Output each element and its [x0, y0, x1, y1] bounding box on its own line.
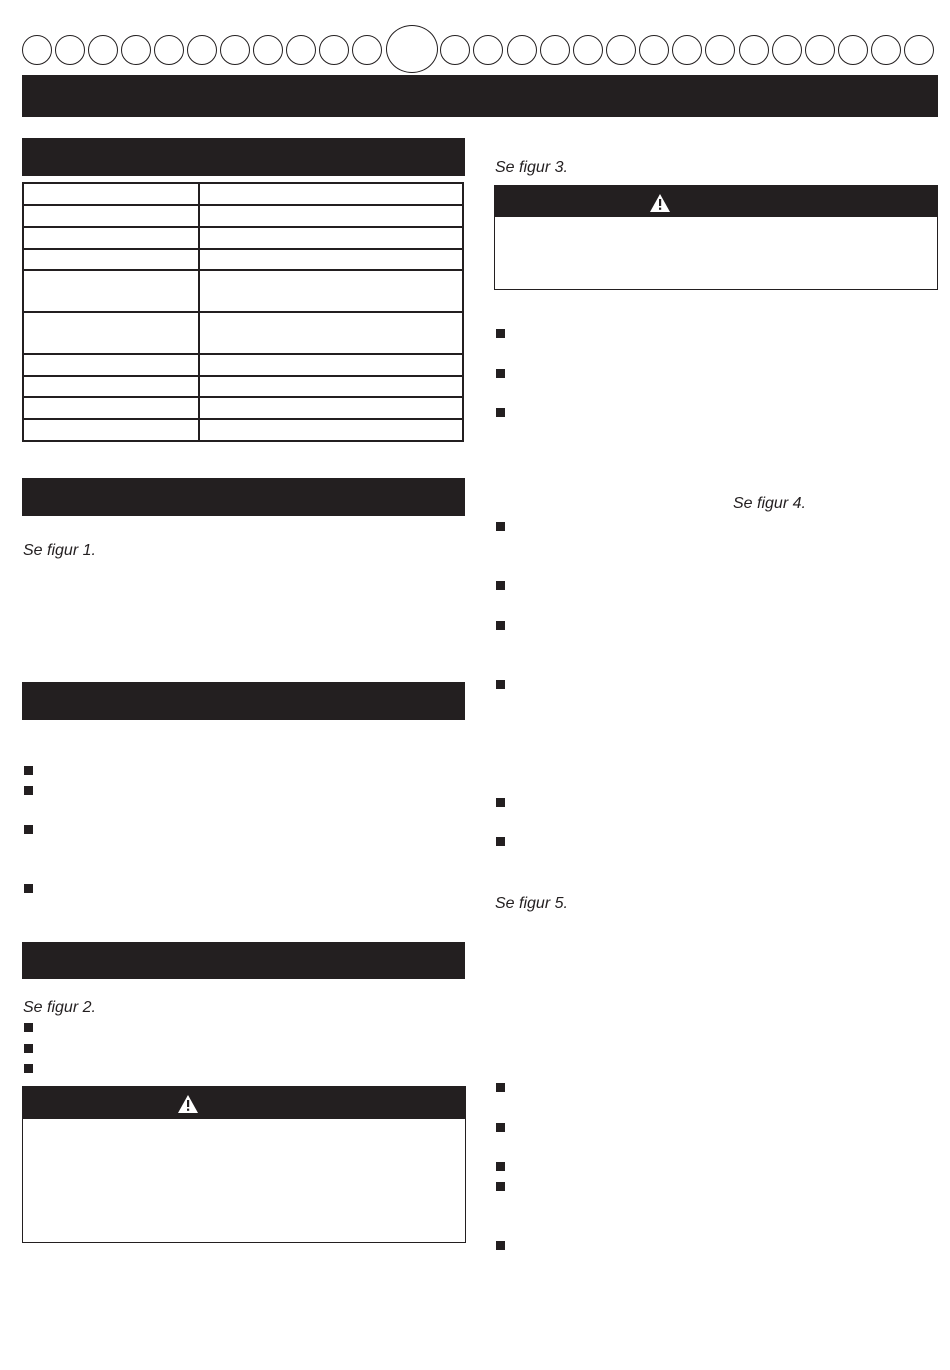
square-bullet-icon [496, 837, 505, 846]
square-bullet-icon [24, 1023, 33, 1032]
square-bullet-icon [496, 1162, 505, 1171]
figure-reference: Se figur 1. [23, 542, 96, 559]
table-cell [199, 354, 463, 376]
table-cell [23, 376, 199, 397]
language-circle [606, 35, 636, 65]
language-circle [672, 35, 702, 65]
square-bullet-icon [496, 408, 505, 417]
square-bullet-icon [496, 1241, 505, 1250]
square-bullet-icon [496, 680, 505, 689]
table-row [23, 354, 463, 376]
table-row [23, 419, 463, 441]
figure-reference: Se figur 4. [733, 495, 806, 512]
figure-reference: Se figur 5. [495, 895, 568, 912]
table-row [23, 397, 463, 419]
language-circle [871, 35, 901, 65]
square-bullet-icon [24, 825, 33, 834]
square-bullet-icon [24, 766, 33, 775]
table-cell [23, 312, 199, 354]
square-bullet-icon [496, 522, 505, 531]
table-cell [199, 312, 463, 354]
table-cell [199, 227, 463, 249]
table-row [23, 312, 463, 354]
table-cell [199, 397, 463, 419]
table-cell [23, 205, 199, 227]
language-circle [55, 35, 85, 65]
warning-triangle-icon [649, 193, 671, 213]
square-bullet-icon [496, 329, 505, 338]
language-circle [253, 35, 283, 65]
language-circle [904, 35, 934, 65]
language-circle [639, 35, 669, 65]
table-row [23, 270, 463, 312]
warning-triangle-icon [177, 1094, 199, 1114]
language-circle [22, 35, 52, 65]
warning-box [494, 185, 938, 290]
language-circle [473, 35, 503, 65]
section-heading-bar [22, 682, 465, 720]
section-heading-bar [22, 138, 465, 176]
section-heading-bar [22, 942, 465, 979]
table-row [23, 227, 463, 249]
square-bullet-icon [24, 1064, 33, 1073]
square-bullet-icon [496, 1123, 505, 1132]
square-bullet-icon [24, 884, 33, 893]
table-cell [23, 397, 199, 419]
table-cell [199, 270, 463, 312]
table-cell [23, 270, 199, 312]
language-circle [187, 35, 217, 65]
table-row [23, 205, 463, 227]
section-heading-bar [22, 478, 465, 516]
figure-reference: Se figur 3. [495, 159, 568, 176]
table-cell [23, 354, 199, 376]
language-circle [286, 35, 316, 65]
language-circle [705, 35, 735, 65]
warning-header [495, 186, 937, 217]
language-circle [838, 35, 868, 65]
table-row [23, 376, 463, 397]
square-bullet-icon [24, 1044, 33, 1053]
table-cell [199, 419, 463, 441]
table-cell [23, 249, 199, 270]
language-circle-active [386, 25, 438, 73]
figure-reference: Se figur 2. [23, 999, 96, 1016]
language-circle [739, 35, 769, 65]
square-bullet-icon [24, 786, 33, 795]
table-cell [23, 227, 199, 249]
language-circle [319, 35, 349, 65]
specification-table [22, 182, 464, 442]
square-bullet-icon [496, 1083, 505, 1092]
language-circle [352, 35, 382, 65]
table-cell [23, 183, 199, 205]
table-cell [199, 249, 463, 270]
square-bullet-icon [496, 369, 505, 378]
language-circle [772, 35, 802, 65]
language-circle [507, 35, 537, 65]
language-circle [573, 35, 603, 65]
table-cell [199, 376, 463, 397]
language-circle [540, 35, 570, 65]
warning-header [23, 1087, 465, 1119]
language-circle [220, 35, 250, 65]
table-cell [199, 205, 463, 227]
language-circle [88, 35, 118, 65]
table-row [23, 249, 463, 270]
language-circle [440, 35, 470, 65]
warning-box [22, 1086, 466, 1243]
table-cell [23, 419, 199, 441]
square-bullet-icon [496, 1182, 505, 1191]
square-bullet-icon [496, 798, 505, 807]
language-circle [121, 35, 151, 65]
page-title-bar [22, 75, 938, 117]
square-bullet-icon [496, 621, 505, 630]
table-cell [199, 183, 463, 205]
language-circle [805, 35, 835, 65]
language-circle [154, 35, 184, 65]
square-bullet-icon [496, 581, 505, 590]
table-row [23, 183, 463, 205]
